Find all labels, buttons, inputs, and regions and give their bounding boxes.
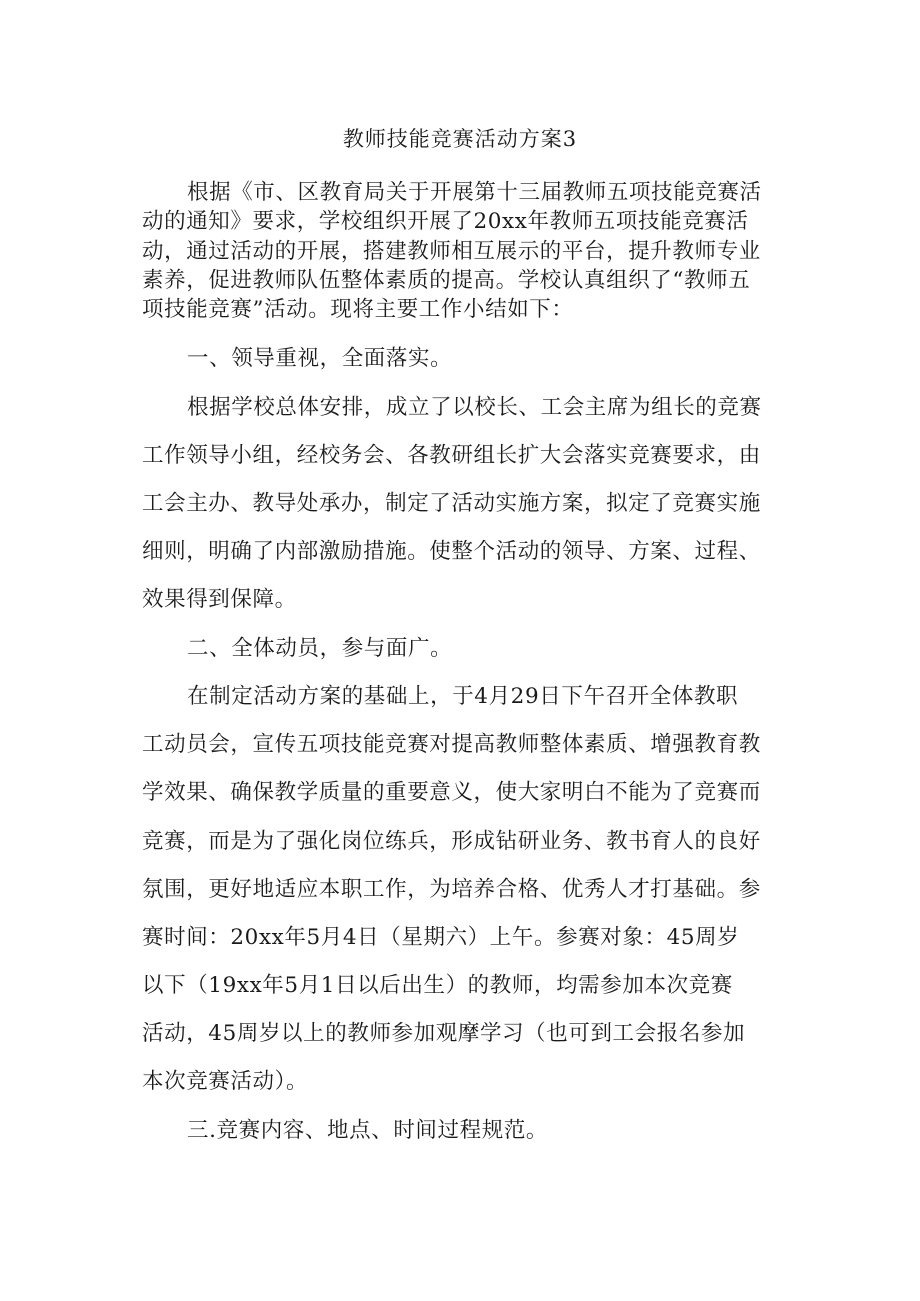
para2-line: 赛时间：20xx年5月4日（星期六）上午。参赛对象：45周岁 [142, 925, 740, 950]
para1-line: 效果得到保障。 [142, 587, 297, 612]
para2-line: 在制定活动方案的基础上，于4月29日下午召开全体教职 [187, 684, 739, 709]
para2-line: 氛围，更好地适应本职工作，为培养合格、优秀人才打基础。参 [142, 877, 761, 902]
intro-line: 素养，促进教师队伍整体素质的提高。学校认真组织了“教师五 [142, 268, 751, 293]
section-heading-2: 二、全体动员，参与面广。 [187, 636, 453, 661]
para1-line: 根据学校总体安排，成立了以校长、工会主席为组长的竞赛 [187, 395, 762, 420]
intro-line: 项技能竞赛”活动。现将主要工作小结如下： [142, 297, 574, 322]
para2-line: 学效果、确保教学质量的重要意义，使大家明白不能为了竞赛而 [142, 780, 761, 805]
para2-line: 活动，45周岁以上的教师参加观摩学习（也可到工会报名参加 [142, 1021, 746, 1046]
para1-line: 工作领导小组，经校务会、各教研组长扩大会落实竞赛要求，由 [142, 443, 761, 468]
intro-line: 动，通过活动的开展，搭建教师相互展示的平台，提升教师专业 [142, 239, 761, 264]
para2-line: 本次竞赛活动）。 [142, 1069, 309, 1094]
section-heading-3: 三.竞赛内容、地点、时间过程规范。 [187, 1118, 549, 1143]
para1-line: 工会主办、教导处承办，制定了活动实施方案，拟定了竞赛实施 [142, 491, 761, 516]
para2-line: 竞赛，而是为了强化岗位练兵，形成钻研业务、教书育人的良好 [142, 829, 761, 854]
para2-line: 以下（19xx年5月1日以后出生）的教师，均需参加本次竞赛 [142, 973, 733, 998]
document-title: 教师技能竞赛活动方案3 [342, 127, 578, 151]
para2-line: 工动员会，宣传五项技能竞赛对提高教师整体素质、增强教育教 [142, 732, 761, 757]
para1-line: 细则，明确了内部激励措施。使整个活动的领导、方案、过程、 [142, 539, 761, 564]
intro-line: 根据《市、区教育局关于开展第十三届教师五项技能竞赛活 [187, 180, 762, 205]
intro-line: 动的通知》要求，学校组织开展了20xx年教师五项技能竞赛活 [142, 209, 749, 234]
section-heading-1: 一、领导重视，全面落实。 [187, 346, 453, 371]
